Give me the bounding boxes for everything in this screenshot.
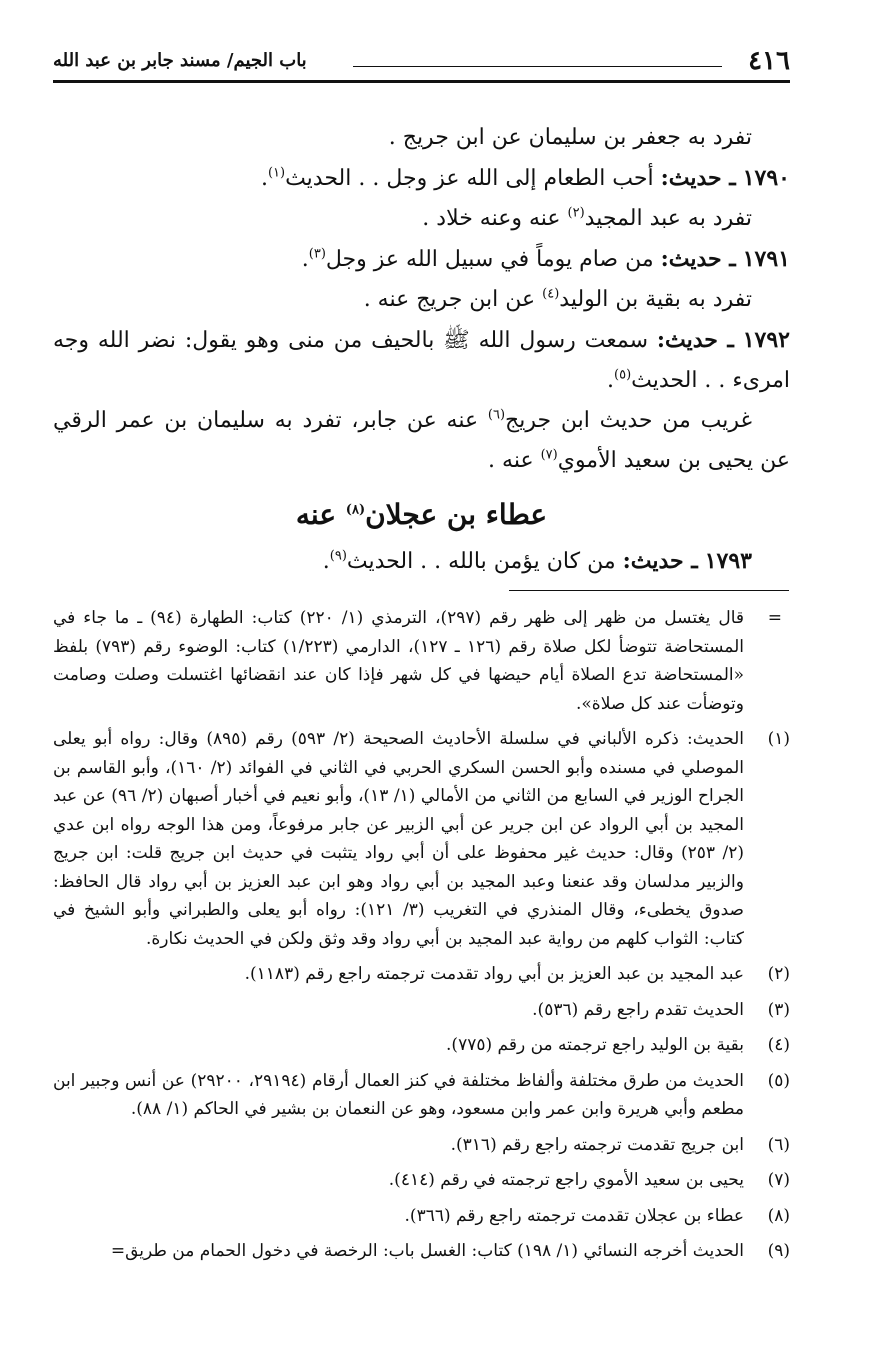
footnote-mark: (٦) bbox=[767, 1134, 790, 1155]
footnote-item bbox=[53, 1031, 790, 1060]
footnote-item bbox=[53, 1237, 790, 1266]
footnote-item bbox=[53, 996, 790, 1025]
punctuation: . bbox=[260, 166, 268, 191]
footnote-continuation bbox=[53, 604, 790, 718]
footnote-ref: (٨) bbox=[345, 502, 366, 518]
punctuation: . bbox=[322, 549, 330, 574]
footnote-mark: (٩) bbox=[767, 1241, 790, 1261]
paragraph: تفرد به جعفر بن سليمان عن ابن جريج . bbox=[388, 125, 752, 150]
hadith-label: ـ حديث: bbox=[656, 327, 734, 353]
hadith-text: من صام يوماً في سبيل الله عز وجل bbox=[325, 247, 654, 272]
continuation-mark: = bbox=[767, 608, 782, 628]
page-number: ٤١٦ bbox=[748, 46, 790, 76]
hadith-number: ١٧٩٣ bbox=[704, 548, 752, 574]
text: تفرد به بقية بن الوليد bbox=[559, 287, 752, 312]
hadith-text: من كان يؤمن بالله . . الحديث bbox=[346, 549, 616, 574]
section-title-suffix: عنه bbox=[295, 498, 337, 531]
text: غريب من حديث ابن جريج bbox=[505, 408, 752, 433]
paragraph bbox=[53, 280, 790, 320]
hadith-1792 bbox=[53, 320, 790, 401]
footnote-ref: (٣) bbox=[308, 246, 326, 262]
punctuation: . bbox=[607, 368, 614, 393]
footnote-text: الحديث من طرق مختلفة وألفاظ مختلفة في كنز العمال أرقام (٢٩١٩٤، ٢٩٢٠٠) عن أنس وجبير ابن مطعم وأبي هريرة وابن عمر وابن مسعود، وهو عن النعمان بن بشير في الحاكم (١/ ٨٨). bbox=[53, 1070, 744, 1119]
running-title: باب الجيم/ مسند جابر بن عبد الله bbox=[53, 50, 307, 71]
footnote-ref: (٥) bbox=[614, 367, 632, 383]
footnote-text: بقية بن الوليد راجع ترجمته من رقم (٧٧٥). bbox=[446, 1035, 744, 1055]
text: عنه . bbox=[488, 448, 534, 473]
hadith-1793 bbox=[53, 541, 790, 582]
footnote-item bbox=[53, 1131, 790, 1160]
footnote-ref: (٧) bbox=[540, 447, 558, 463]
footnote-ref: (٢) bbox=[567, 205, 585, 221]
footnote-item bbox=[53, 725, 790, 953]
text: تفرد به عبد المجيد bbox=[584, 206, 752, 231]
hadith-label: ـ حديث: bbox=[660, 246, 736, 272]
hadith-number: ١٧٩١ bbox=[742, 246, 790, 272]
main-text bbox=[53, 118, 790, 582]
footnote-text: قال يغتسل من ظهر إلى ظهر رقم (٢٩٧)، الترمذي (١/ ٢٢٠) كتاب: الطهارة (٩٤) ـ ما جاء في المستحاضة تتوضأ لكل صلاة رقم (١٢٦ ـ ١٢٧)، الدارمي (١/٢٢٣) كتاب: الوضوء رقم (٧٩٣) بلفظ «المستحاضة تدع الصلاة أيام حيضها في كل شهر فإذا كان عند انقضائها اغتسلت وصلت وصامت وتوضأت عند كل صلاة». bbox=[53, 608, 745, 714]
paragraph bbox=[53, 401, 790, 481]
header-rule bbox=[353, 66, 722, 67]
paragraph bbox=[53, 199, 790, 239]
text: عن ابن جريج عنه . bbox=[363, 287, 536, 312]
footnote-item bbox=[53, 1166, 790, 1195]
footnote-ref: (١) bbox=[267, 165, 286, 181]
footnote-text: الحديث أخرجه النسائي (١/ ١٩٨) كتاب: الغسل باب: الرخصة في دخول الحمام من طريق= bbox=[110, 1241, 744, 1261]
footnote-mark: (٨) bbox=[767, 1205, 790, 1226]
hadith-number: ١٧٩٠ bbox=[742, 165, 790, 191]
footnote-text: عبد المجيد بن عبد العزيز بن أبي رواد تقدمت ترجمته راجع رقم (١١٨٣). bbox=[244, 964, 744, 984]
footnote-mark: (١) bbox=[767, 729, 790, 749]
footnote-text: ابن جريج تقدمت ترجمته راجع رقم (٣١٦). bbox=[450, 1134, 744, 1155]
footnote-divider bbox=[509, 590, 789, 591]
section-heading bbox=[53, 493, 790, 537]
page-header bbox=[53, 44, 790, 83]
hadith-label: ـ حديث: bbox=[660, 165, 736, 191]
text: عنه وعنه خلاد . bbox=[422, 206, 561, 231]
text: عنه عن جابر، تفرد به سليمان بن عمر الرقي عن يحيى بن سعيد الأموي bbox=[53, 408, 790, 473]
footnote-item bbox=[53, 960, 790, 989]
footnote-item bbox=[53, 1067, 790, 1124]
footnote-mark: (٧) bbox=[767, 1170, 790, 1190]
footnote-text: عطاء بن عجلان تقدمت ترجمته راجع رقم (٣٦٦). bbox=[404, 1205, 744, 1226]
footnote-text: يحيى بن سعيد الأموي راجع ترجمته في رقم (٤١٤). bbox=[388, 1170, 744, 1190]
footnote-mark: (٣) bbox=[767, 999, 790, 1020]
punctuation: . bbox=[301, 247, 309, 272]
hadith-number: ١٧٩٢ bbox=[742, 327, 790, 353]
footnote-ref: (٤) bbox=[542, 286, 560, 302]
hadith-label: ـ حديث: bbox=[622, 548, 698, 574]
footnote-ref: (٦) bbox=[487, 407, 506, 423]
footnote-mark: (٢) bbox=[767, 964, 790, 984]
footnote-text: الحديث: ذكره الألباني في سلسلة الأحاديث الصحيحة (٢/ ٥٩٣) رقم (٨٩٥) وقال: رواه أبو يعلى الموصلي في مسنده وأبو الحسن السكري الحربي في الثاني في الفوائد (٢/ ١٦٠)، وأبو القاسم بن الجراح الوزير في السابع من الثاني من الأمالي (١/ ١٣)، وأبو نعيم في أخبار أصبهان (٢/ ٩٦) عن عبد المجيد بن أبي الرواد عن ابن جرير عن أبي الزبير عن جابر مرفوعاً، ومن هذا الوجه رواه ابن عدي (٢/ ٢٥٣) وقال: حديث غير محفوظ على أن أبي رواد يتثبت في حديث ابن جريج قلت: ابن جريج والزبير مدلسان وقد عنعنا وعبد المجيد بن أبي رواد وهو ابن عبد العزيز بن أبي رواد قال الحافظ: صدوق يخطىء، وقال المنذري في التغريب (٣/ ١٢١): رواه أبو يعلى والطبراني وأبو الشيخ في كتاب: الثواب كلهم من رواية عبد المجيد بن أبي رواد وقد وثق ولكن في الحديث نكارة. bbox=[53, 729, 744, 949]
footnote-ref: (٩) bbox=[329, 548, 347, 564]
footnote-mark: (٤) bbox=[767, 1035, 790, 1055]
footnotes bbox=[53, 604, 790, 1273]
hadith-text: سمعت رسول الله ﷺ بالحيف من منى وهو يقول: نضر الله وجه امرىء . . الحديث bbox=[53, 328, 790, 393]
section-title: عطاء بن عجلان bbox=[365, 498, 548, 531]
hadith-1790 bbox=[53, 158, 790, 199]
hadith-text: أحب الطعام إلى الله عز وجل . . الحديث bbox=[285, 166, 654, 191]
footnote-mark: (٥) bbox=[767, 1070, 790, 1091]
footnote-text: الحديث تقدم راجع رقم (٥٣٦). bbox=[532, 999, 744, 1020]
hadith-1791 bbox=[53, 239, 790, 280]
footnote-item bbox=[53, 1202, 790, 1231]
